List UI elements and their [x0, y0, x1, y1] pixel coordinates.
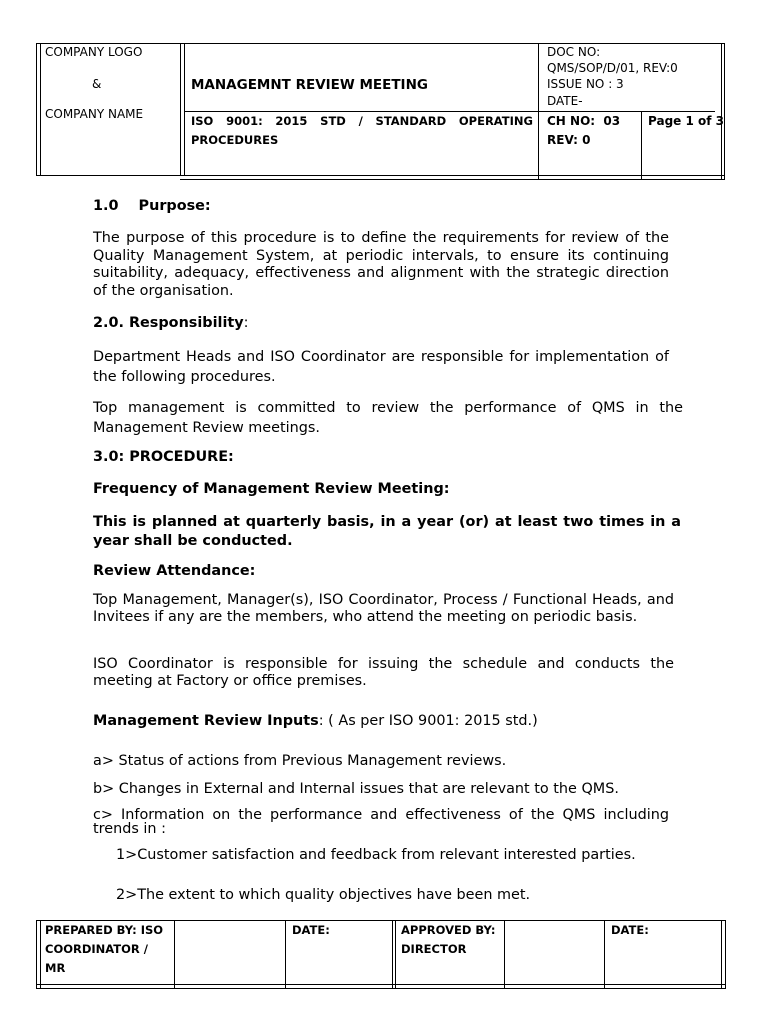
ampersand: &: [92, 77, 102, 91]
change-no: CH NO: 03: [547, 114, 621, 128]
company-name-label: COMPANY NAME: [45, 107, 144, 121]
doc-no-value: QMS/SOP/D/01, REV:0: [547, 61, 678, 75]
input-item-b: b> Changes in External and Internal issues that are relevant to the QMS.: [93, 781, 619, 797]
revision: REV: 0: [547, 133, 591, 147]
sub-item-1-text: 1>Customer satisfaction and feedback from relevant interested parties.: [116, 847, 636, 863]
inputs-heading: [93, 713, 538, 729]
prepared-date-label: DATE:: [292, 923, 330, 937]
inputs-heading-suffix: : ( As per ISO 9001: 2015 std.): [318, 713, 538, 729]
inputs-heading-label: Management Review Inputs: [93, 713, 319, 729]
attendance-heading: Review Attendance:: [93, 563, 256, 579]
frequency-heading: Frequency of Management Review Meeting:: [93, 481, 450, 497]
document-title: MANAGEMNT REVIEW MEETING: [191, 77, 428, 93]
responsibility-colon: :: [243, 315, 249, 331]
standard-line: ISO 9001: 2015 STD / STANDARD OPERATING PROCEDURES: [191, 114, 533, 147]
frequency-text: This is planned at quarterly basis, in a year (or) at least two times in a year shall be conducted.: [93, 514, 681, 549]
date-label: DATE-: [547, 94, 583, 108]
responsibility-text-2: Top management is committed to review the performance of QMS in the Management Review meetings.: [93, 400, 683, 436]
attendance-text-2: ISO Coordinator is responsible for issuing the schedule and conducts the meeting at Factory or office premises.: [93, 656, 674, 689]
input-item-a: a> Status of actions from Previous Management reviews.: [93, 753, 507, 769]
responsibility-text-1: Department Heads and ISO Coordinator are responsible for implementation of the following procedures.: [93, 349, 669, 385]
procedure-heading: 3.0: PROCEDURE:: [93, 449, 234, 465]
issue-no: ISSUE NO : 3: [547, 77, 624, 91]
input-item-c: c> Information on the performance and effectiveness of the QMS including trends in :: [93, 807, 669, 837]
responsibility-heading: [93, 315, 249, 331]
approved-date-label: DATE:: [611, 923, 649, 937]
purpose-heading: 1.0 Purpose:: [93, 198, 211, 214]
purpose-text: The purpose of this procedure is to define the requirements for review of the Quality Management System, at periodic intervals, to ensure its continuing suitability, adequacy, effectiveness and alignment with the strategic direction of the organisation.: [93, 230, 669, 299]
page-number: Page 1 of 3: [648, 114, 724, 128]
prepared-by: PREPARED BY: ISO COORDINATOR / MR: [45, 923, 164, 975]
approved-by: APPROVED BY: DIRECTOR: [401, 923, 496, 956]
attendance-text-1: Top Management, Manager(s), ISO Coordinator, Process / Functional Heads, and Invitees if any are the members, who attend the meeting on periodic basis.: [93, 592, 674, 625]
responsibility-heading-label: 2.0. Responsibility: [93, 315, 244, 331]
sub-item-2: 2>The extent to which quality objectives have been met.: [116, 887, 531, 903]
company-logo-label: COMPANY LOGO: [45, 45, 143, 59]
doc-no-label: DOC NO:: [547, 45, 601, 59]
sub-item-1: [116, 848, 669, 862]
